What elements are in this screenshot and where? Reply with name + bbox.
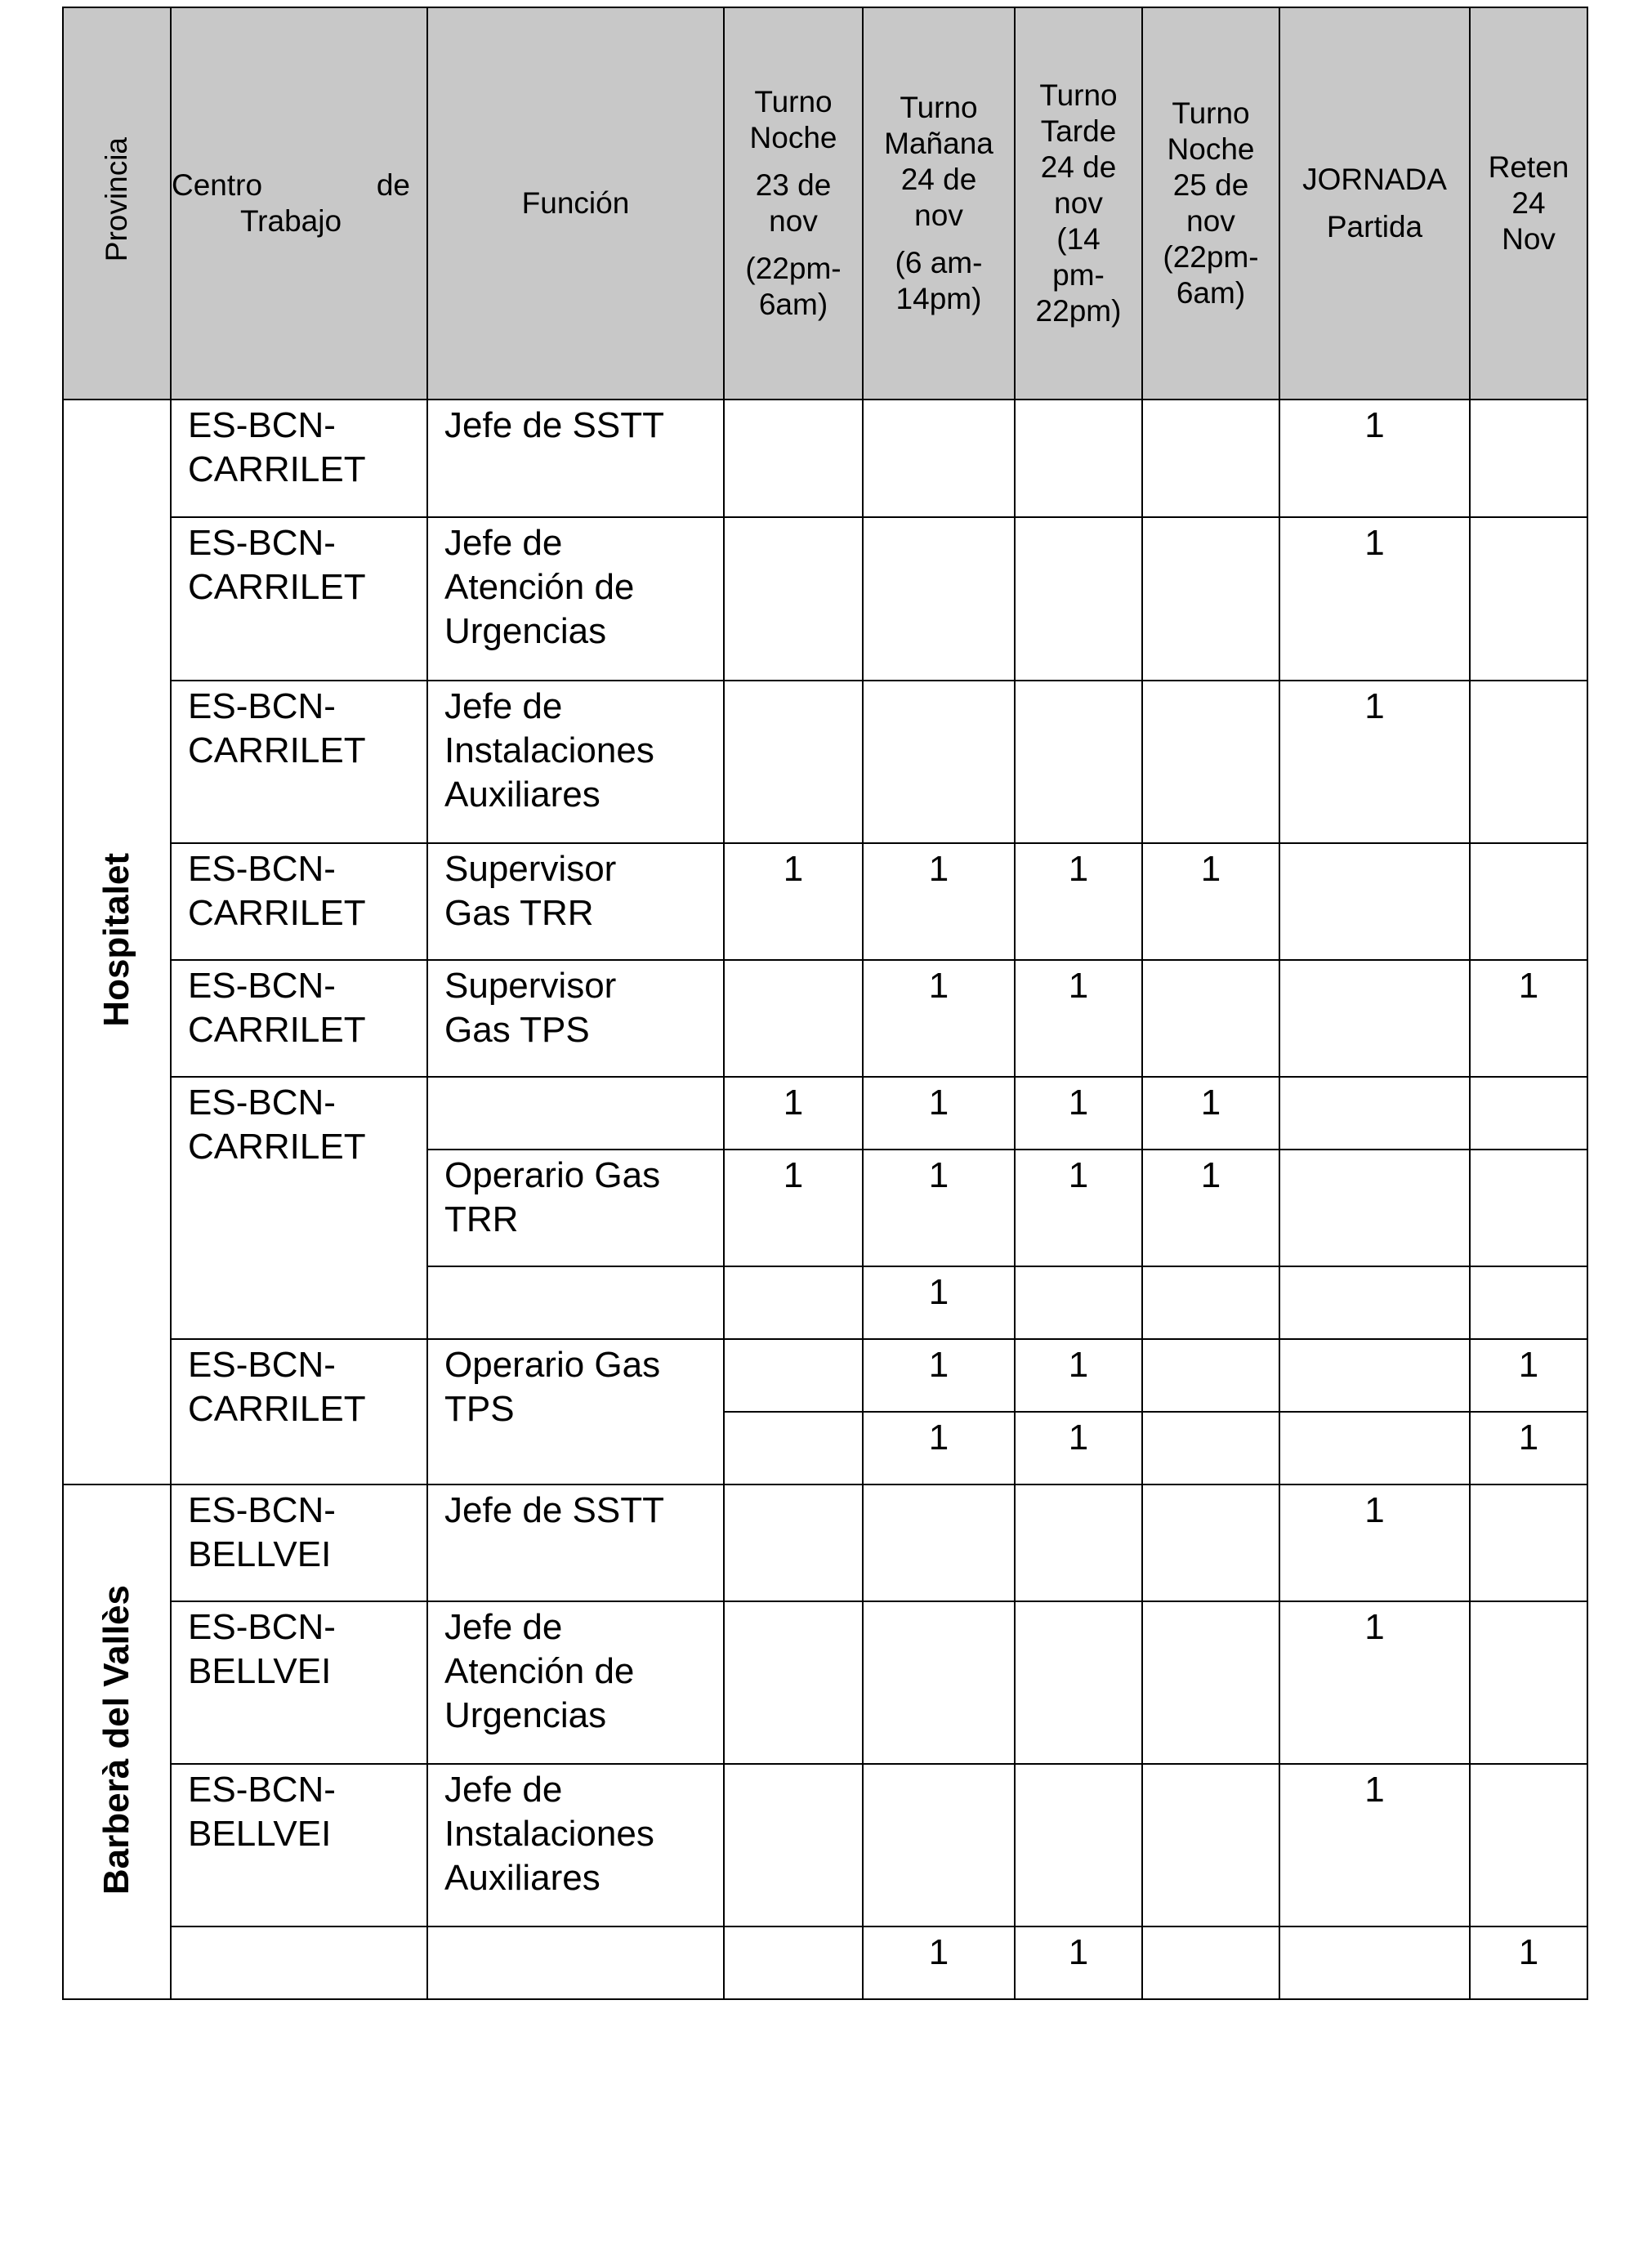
- value-cell: [1279, 1266, 1470, 1339]
- header-centro-w1: Centro: [172, 168, 263, 202]
- table-row: [63, 1077, 1587, 1150]
- table-row: [63, 960, 1587, 1077]
- value-cell: 1: [1015, 960, 1142, 1077]
- function-line: Gas TRR: [444, 893, 594, 933]
- header-centro-w2: de: [376, 168, 410, 202]
- value-cell: [1279, 1926, 1470, 1999]
- value-cell: [1470, 1764, 1587, 1926]
- value-cell: [1142, 1412, 1279, 1484]
- value-cell: [1279, 1077, 1470, 1150]
- value-cell: 1: [863, 1926, 1015, 1999]
- value-cell: 1: [1279, 1601, 1470, 1764]
- value-cell: [1142, 1339, 1279, 1412]
- center-cell: [171, 517, 427, 681]
- value-cell: [1142, 1601, 1279, 1764]
- function-line: Gas TPS: [444, 1010, 590, 1050]
- value-cell: 1: [1470, 1339, 1587, 1412]
- value-cell: [1142, 400, 1279, 517]
- h5-l1: Partida: [1326, 210, 1423, 243]
- table-row: [63, 517, 1587, 681]
- function-line: Atención de: [444, 1651, 635, 1691]
- h4-l2: 25 de: [1172, 168, 1249, 202]
- center-cell: [171, 1764, 427, 1926]
- h4-l4: (22pm-: [1163, 240, 1259, 274]
- function-cell: [427, 681, 724, 843]
- value-cell: [724, 1266, 863, 1339]
- function-cell: [427, 1601, 724, 1764]
- value-cell: [1015, 1484, 1142, 1601]
- header-row: [63, 7, 1587, 400]
- value-cell: 1: [1142, 1150, 1279, 1266]
- h1-l0: Turno: [754, 85, 833, 118]
- header-centro-w3: Trabajo: [239, 204, 342, 238]
- value-cell: [724, 1926, 863, 1999]
- value-cell: [1142, 960, 1279, 1077]
- function-line: Supervisor: [444, 849, 617, 889]
- function-line: Supervisor: [444, 966, 617, 1006]
- value-cell: [1015, 1601, 1142, 1764]
- value-cell: 1: [1015, 1077, 1142, 1150]
- h1-l2: 23 de: [755, 168, 832, 202]
- h2-l2: 24 de: [900, 163, 977, 196]
- value-cell: 1: [1279, 400, 1470, 517]
- h2-l4: (6 am-: [895, 246, 983, 279]
- center-line: CARRILET: [188, 1010, 366, 1050]
- value-cell: 1: [1015, 1412, 1142, 1484]
- value-cell: [724, 681, 863, 843]
- value-cell: 1: [1279, 1484, 1470, 1601]
- province-name: Barberà del Vallès: [96, 1584, 136, 1895]
- center-line: ES-BCN-: [188, 523, 336, 563]
- function-line: Urgencias: [444, 611, 607, 651]
- center-line: BELLVEI: [188, 1651, 332, 1691]
- value-cell: [1470, 400, 1587, 517]
- h3-l5: pm-: [1052, 258, 1105, 292]
- center-line: CARRILET: [188, 893, 366, 933]
- center-line: ES-BCN-: [188, 686, 336, 726]
- h4-l1: Noche: [1167, 132, 1255, 166]
- h6-l0: Reten: [1488, 150, 1569, 184]
- province-name: Hospitalet: [96, 853, 136, 1027]
- value-cell: [863, 681, 1015, 843]
- table-row: [63, 1926, 1587, 1999]
- center-cell: [171, 1601, 427, 1764]
- function-line: TPS: [444, 1389, 515, 1429]
- h2-l0: Turno: [900, 91, 978, 124]
- header-jornada-partida: [1279, 7, 1470, 400]
- value-cell: 1: [1015, 843, 1142, 960]
- value-cell: [1142, 681, 1279, 843]
- center-cell: [171, 681, 427, 843]
- value-cell: [724, 400, 863, 517]
- value-cell: [724, 1339, 863, 1412]
- function-cell: [427, 1150, 724, 1266]
- province-cell: [63, 400, 171, 1484]
- center-line: ES-BCN-: [188, 849, 336, 889]
- function-cell: [427, 1339, 724, 1484]
- center-line: ES-BCN-: [188, 1083, 336, 1123]
- function-line: Jefe de SSTT: [444, 1490, 665, 1530]
- value-cell: [1470, 1150, 1587, 1266]
- function-line: TRR: [444, 1199, 519, 1239]
- value-cell: [724, 960, 863, 1077]
- center-line: ES-BCN-: [188, 966, 336, 1006]
- function-line: Auxiliares: [444, 1858, 600, 1898]
- value-cell: [1142, 1484, 1279, 1601]
- value-cell: 1: [1015, 1339, 1142, 1412]
- function-cell: [427, 1484, 724, 1601]
- table-row: [63, 843, 1587, 960]
- value-cell: [863, 1764, 1015, 1926]
- value-cell: [1142, 1266, 1279, 1339]
- center-line: CARRILET: [188, 449, 366, 489]
- value-cell: [724, 1484, 863, 1601]
- center-cell: [171, 400, 427, 517]
- value-cell: [1470, 1484, 1587, 1601]
- h4-l0: Turno: [1172, 96, 1250, 130]
- h1-l4: (22pm-: [745, 252, 842, 285]
- function-cell: [427, 1926, 724, 1999]
- function-line: Jefe de: [444, 523, 563, 563]
- header-reten-24: [1470, 7, 1587, 400]
- province-cell: [63, 1484, 171, 1999]
- value-cell: [863, 400, 1015, 517]
- value-cell: 1: [1279, 517, 1470, 681]
- table-row: [63, 400, 1587, 517]
- function-line: Jefe de: [444, 1770, 563, 1810]
- header-turno-manana-24: [863, 7, 1015, 400]
- value-cell: [1470, 843, 1587, 960]
- value-cell: [1015, 1764, 1142, 1926]
- table-row: [63, 1601, 1587, 1764]
- center-line: BELLVEI: [188, 1534, 332, 1574]
- value-cell: 1: [1470, 1412, 1587, 1484]
- value-cell: [1470, 517, 1587, 681]
- function-cell: [427, 1077, 724, 1150]
- value-cell: [1470, 1601, 1587, 1764]
- value-cell: [1470, 1077, 1587, 1150]
- function-cell: [427, 843, 724, 960]
- center-line: ES-BCN-: [188, 1345, 336, 1385]
- function-cell: [427, 1266, 724, 1339]
- value-cell: [1015, 517, 1142, 681]
- h5-l0: JORNADA: [1302, 163, 1447, 196]
- table-row: [63, 681, 1587, 843]
- value-cell: [724, 1764, 863, 1926]
- value-cell: [1470, 681, 1587, 843]
- function-cell: [427, 400, 724, 517]
- function-line: Auxiliares: [444, 775, 600, 815]
- value-cell: 1: [863, 843, 1015, 960]
- value-cell: 1: [1142, 843, 1279, 960]
- function-line: Jefe de: [444, 686, 563, 726]
- h3-l3: nov: [1054, 186, 1103, 220]
- center-line: ES-BCN-: [188, 405, 336, 445]
- center-line: ES-BCN-: [188, 1770, 336, 1810]
- function-line: Instalaciones: [444, 1814, 654, 1854]
- h3-l2: 24 de: [1040, 150, 1117, 184]
- center-line: CARRILET: [188, 1127, 366, 1167]
- header-funcion: Función: [427, 7, 724, 400]
- header-turno-tarde-24: [1015, 7, 1142, 400]
- center-line: CARRILET: [188, 730, 366, 770]
- function-line: Atención de: [444, 567, 635, 607]
- center-cell: [171, 1484, 427, 1601]
- h6-l2: Nov: [1502, 222, 1556, 256]
- h2-l3: nov: [914, 199, 963, 232]
- value-cell: [863, 1484, 1015, 1601]
- value-cell: [1142, 517, 1279, 681]
- table-row: [63, 1764, 1587, 1926]
- h6-l1: 24: [1511, 186, 1546, 220]
- h3-l0: Turno: [1039, 78, 1118, 112]
- center-line: ES-BCN-: [188, 1607, 336, 1647]
- function-line: Operario Gas: [444, 1155, 661, 1195]
- function-line: Urgencias: [444, 1695, 607, 1735]
- value-cell: 1: [863, 1339, 1015, 1412]
- value-cell: [1279, 1339, 1470, 1412]
- value-cell: [1279, 960, 1470, 1077]
- value-cell: [1279, 1150, 1470, 1266]
- value-cell: [724, 517, 863, 681]
- function-line: Operario Gas: [444, 1345, 661, 1385]
- value-cell: 1: [724, 1077, 863, 1150]
- h3-l4: (14: [1056, 222, 1101, 256]
- value-cell: 1: [863, 1266, 1015, 1339]
- value-cell: 1: [863, 960, 1015, 1077]
- value-cell: [863, 517, 1015, 681]
- value-cell: [1015, 681, 1142, 843]
- value-cell: 1: [1470, 960, 1587, 1077]
- function-line: Jefe de SSTT: [444, 405, 665, 445]
- center-line: CARRILET: [188, 567, 366, 607]
- value-cell: 1: [1015, 1150, 1142, 1266]
- center-cell: [171, 1339, 427, 1484]
- value-cell: [724, 1601, 863, 1764]
- value-cell: [1142, 1764, 1279, 1926]
- value-cell: 1: [1015, 1926, 1142, 1999]
- center-cell: [171, 843, 427, 960]
- value-cell: [1279, 1412, 1470, 1484]
- function-line: Instalaciones: [444, 730, 654, 770]
- center-cell: [171, 960, 427, 1077]
- center-cell: [171, 1077, 427, 1339]
- function-line: Jefe de: [444, 1607, 563, 1647]
- center-cell: [171, 1926, 427, 1999]
- value-cell: 1: [863, 1077, 1015, 1150]
- value-cell: 1: [1279, 681, 1470, 843]
- table-row: [63, 1484, 1587, 1601]
- h1-l1: Noche: [749, 121, 837, 154]
- value-cell: 1: [863, 1150, 1015, 1266]
- value-cell: 1: [724, 1150, 863, 1266]
- value-cell: 1: [863, 1412, 1015, 1484]
- value-cell: [1015, 1266, 1142, 1339]
- function-cell: [427, 960, 724, 1077]
- center-line: CARRILET: [188, 1389, 366, 1429]
- h2-l5: 14pm): [895, 282, 982, 315]
- center-line: ES-BCN-: [188, 1490, 336, 1530]
- h1-l5: 6am): [758, 288, 828, 321]
- h4-l3: nov: [1186, 204, 1235, 238]
- h1-l3: nov: [769, 204, 818, 238]
- function-cell: [427, 1764, 724, 1926]
- h3-l6: 22pm): [1035, 294, 1122, 328]
- value-cell: 1: [1142, 1077, 1279, 1150]
- shift-staffing-table: [62, 7, 1588, 2000]
- center-line: BELLVEI: [188, 1814, 332, 1854]
- value-cell: [724, 1412, 863, 1484]
- h3-l1: Tarde: [1040, 114, 1117, 148]
- header-provincia: Provincia: [63, 7, 171, 400]
- value-cell: [1142, 1926, 1279, 1999]
- value-cell: [863, 1601, 1015, 1764]
- function-cell: [427, 517, 724, 681]
- value-cell: 1: [724, 843, 863, 960]
- table-row: [63, 1339, 1587, 1412]
- h4-l5: 6am): [1176, 276, 1246, 310]
- header-turno-noche-25: [1142, 7, 1279, 400]
- value-cell: [1015, 400, 1142, 517]
- value-cell: [1470, 1266, 1587, 1339]
- header-turno-noche-23: [724, 7, 863, 400]
- header-centro: [171, 7, 427, 400]
- value-cell: [1279, 843, 1470, 960]
- value-cell: 1: [1279, 1764, 1470, 1926]
- h2-l1: Mañana: [884, 127, 993, 160]
- value-cell: 1: [1470, 1926, 1587, 1999]
